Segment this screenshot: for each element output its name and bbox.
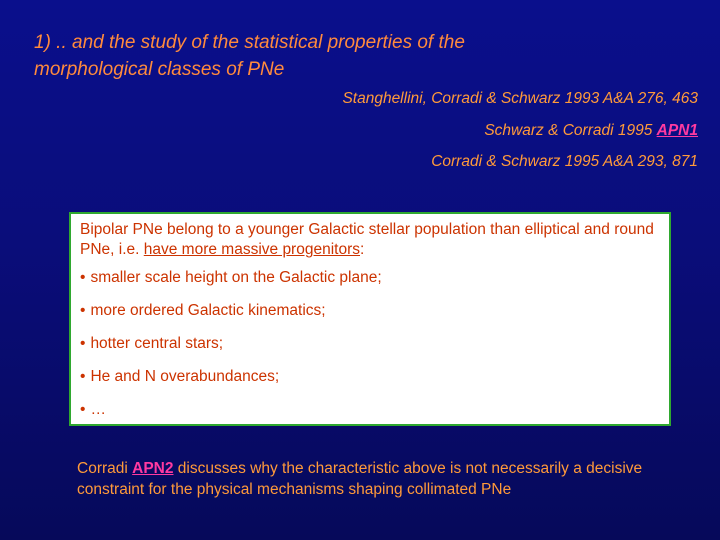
reference-2-text: Schwarz & Corradi 1995 xyxy=(484,122,657,139)
closing-prefix: Corradi xyxy=(77,460,133,477)
box-intro xyxy=(80,220,659,260)
box-intro-emphasis: have more massive progenitors xyxy=(143,241,360,258)
bullet-text: smaller scale height on the Galactic plane; xyxy=(90,269,382,286)
box-intro-end: : xyxy=(360,241,365,258)
bullet-item xyxy=(80,334,659,354)
reference-1: Stanghellini, Corradi & Schwarz 1993 A&A 276, 463 xyxy=(342,90,698,107)
bullet-item xyxy=(80,268,659,288)
box-intro-text: Bipolar PNe belong to a younger Galactic stellar population than elliptical and round PNe, i.e. xyxy=(80,221,654,258)
reference-3: Corradi & Schwarz 1995 A&A 293, 871 xyxy=(431,153,698,170)
bullet-item xyxy=(80,400,659,420)
title-line-1: 1) .. and the study of the statistical properties of the xyxy=(34,32,465,53)
bullet-icon: • xyxy=(80,368,86,385)
apn1-link[interactable]: APN1 xyxy=(656,122,698,139)
reference-2 xyxy=(484,122,698,140)
closing-paragraph xyxy=(77,458,697,500)
bullet-text: hotter central stars; xyxy=(90,335,224,352)
slide-title xyxy=(34,29,694,83)
closing-text: discusses why the characteristic above is not necessarily a decisive constraint for the physical mechanisms shaping collimated PNe xyxy=(77,460,643,498)
bullet-item xyxy=(80,367,659,387)
bullet-text: … xyxy=(90,401,106,418)
bullet-icon: • xyxy=(80,401,86,418)
apn2-link[interactable]: APN2 xyxy=(132,460,174,477)
bullet-text: more ordered Galactic kinematics; xyxy=(90,302,326,319)
bullet-icon: • xyxy=(80,269,86,286)
bullet-text: He and N overabundances; xyxy=(90,368,280,385)
bullet-icon: • xyxy=(80,335,86,352)
title-line-2: morphological classes of PNe xyxy=(34,59,285,80)
bullet-item xyxy=(80,301,659,321)
bullet-icon: • xyxy=(80,302,86,319)
summary-box xyxy=(69,212,671,426)
